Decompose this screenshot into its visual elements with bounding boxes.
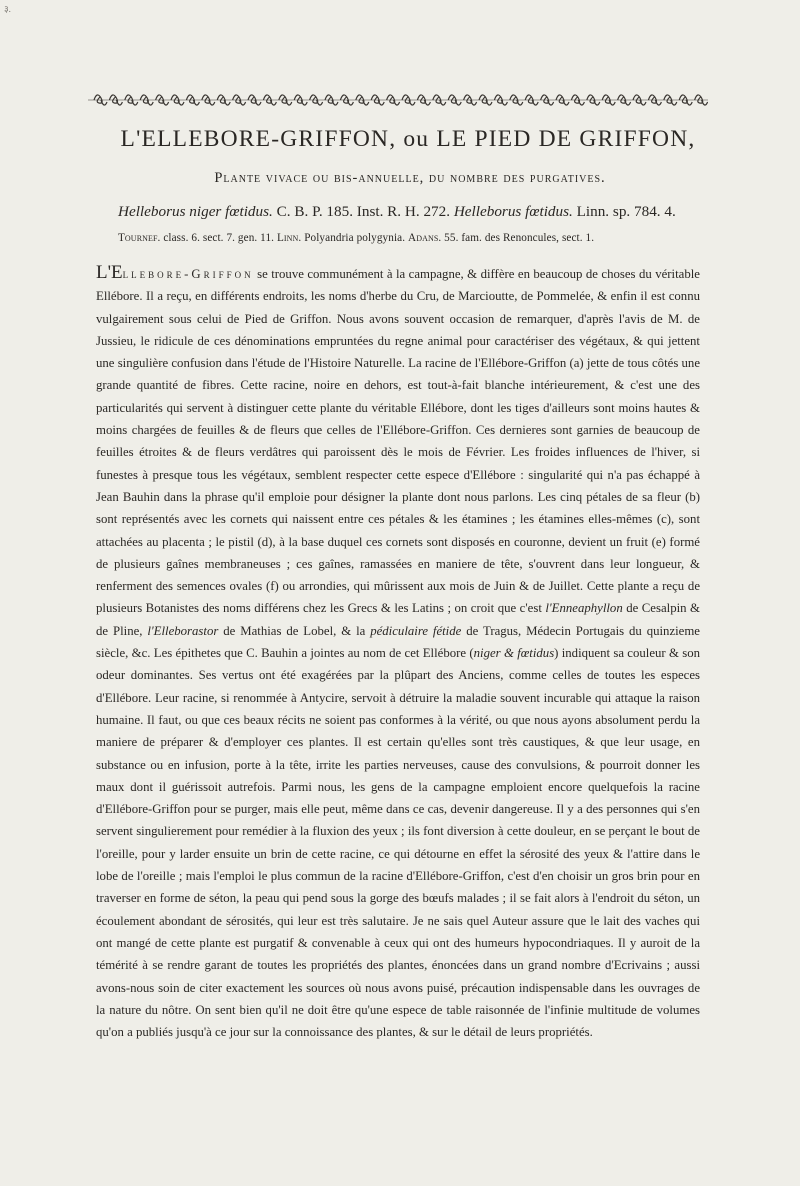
author-linnaeus: Linn. (276, 232, 302, 244)
body-paragraph (96, 262, 700, 1043)
synonym-ref-1: C. B. P. 185. Inst. R. H. 272. (272, 203, 454, 220)
italic-term-3: pédiculaire fétide (370, 623, 462, 638)
decorative-border-ornament (88, 88, 708, 112)
body-text-1: se trouve communément à la campagne, & diffère en beaucoup de choses du véritable Ellébore. Il a reçu, en différents endroits, les noms d'herbe du Cru, de Marcioutte, de Pommelée, & enfin il est connu vulgairement sous celui de Pied de Griffon. Nous avons souvent occasion de remarquer, d'après l'avis de M. de Jussieu, le ridicule de ces dénominations empruntées du regne animal pour caractériser des végétaux, & qui jettent une singulière confusion dans l'étude de l'Histoire Naturelle. La racine de l'Ellébore-Griffon (a) jette de tous côtés une grande quantité de fibres. Cette racine, noire en dehors, est tout-à-fait blanche intérieurement, & c'est une des particularités qui servent à distinguer cette plante du véritable Ellébore, dont les tiges d'ailleurs sont moins hautes & moins chargées de feuilles & de fleurs que celles de l'Ellébore-Griffon. Ces dernieres sont garnies de beaucoup de feuilles étroites & de fleurs verdâtres qui paroissent dès le mois de Février. Les froides influences de l'hiver, si funestes à presque tous les végétaux, semblent respecter cette espece d'Ellébore : singularité qui n'a pas échappé à Jean Bauhin dans la phrase qu'il emploie pour désigner la plante dont nous parlons. Les cinq pétales de sa fleur (b) sont représentés avec les cornets qui naissent entre ces pétales & les étamines ; les étamines elles-mêmes (c), sont attachées au placenta ; le pistil (d), à la base duquel ces cornets sont disposés en couronne, devient un fruit (e) formé de plusieurs gaînes membraneuses ; ces gaînes, ramassées en maniere de tête, s'ouvrent dans leur longueur, & renferment des semences ovales (f) ou arrondies, qui mûrissent aux mois de Juin & de Juillet. Cette plante a reçu de plusieurs Botanistes des noms différens chez les Grecs & les Latins ; on croit que c'est (96, 267, 700, 616)
author-adanson: Adans. (408, 232, 442, 244)
italic-term-1: l'Enneaphyllon (545, 601, 623, 616)
synonymy-line-2 (118, 232, 718, 244)
body-text-4: de Tragus, Médecin Portugais du quinzieme siècle, &c. Les épithetes que C. Bauhin a jointes au nom de cet Ellébore ( (96, 623, 700, 661)
body-text-3: de Mathias de Lobel, & la (218, 623, 371, 638)
synonymy-line-1 (118, 203, 718, 221)
author-tournefort: Tournef. (118, 232, 161, 244)
page-subtitle: Plante vivace ou bis-annuelle, du nombre des purgatives. (214, 170, 606, 186)
page-title: L'ELLEBORE-GRIFFON, ou LE PIED DE GRIFFON, (120, 126, 696, 152)
classification-text-3: 55. fam. des Renoncules, sect. 1. (441, 232, 595, 244)
corner-mark: ३. (4, 4, 11, 14)
italic-term-2: l'Elleborastor (147, 623, 219, 638)
body-text-5: ) indiquent sa couleur & son odeur dominantes. Ses vertus ont été exagérées par la plûpart des Anciens, comme celles de toutes les especes d'Ellébore. Leur racine, si renommée à Antycire, servoit à détruire la maladie souvent incurable qui attaque la raison humaine. Il faut, ou que ces beaux récits ne soient pas conformes à la vérité, ou que nous ayons absolument perdu la maniere de préparer & d'employer ces plantes. Il est certain qu'elles sont très caustiques, & que leur usage, en substance ou en infusion, porte à la tête, irrite les parties nerveuses, cause des convulsions, & pourroit donner les maux dont il guérissoit autrefois. Parmi nous, les gens de la campagne emploient encore quelquefois la racine d'Ellébore-Griffon pour se purger, mais elle peut, même dans ce cas, devenir dangereuse. Il y a des personnes qui s'en servent singulierement pour remédier à la fluxion des yeux ; ils font diversion à cette douleur, en se perçant le bout de l'oreille, pour y larder ensuite un brin de cette racine, ce qui détourne en effet la sérosité des yeux & l'attire dans le lobe de l'oreille ; mais l'emploi le plus commun de la racine d'Ellébore-Griffon, c'est d'en choisir un gros brin pour en traverser en forme de séton, la peau qui pend sous la gorge des bœufs malades ; il se fait alors à l'endroit du séton, un écoulement abondant de sérosités, qui leur est très salutaire. Je ne sais quel Auteur assure que le lait des vaches qui ont mangé de cette plante est purgatif & convenable à ceux qui ont des humeurs hypocondriaques. Il y auroit de la témérité à se rendre garant de toutes les propriétés des plantes, énoncées dans un grand nombre d'Ecrivains ; aussi avons-nous soin de citer exactement les sources où nous avons puisé, précaution indispensable dans les ouvrages de la nature du nôtre. On sent bien qu'il ne doit être qu'une espece de table raisonnée de l'infinie multitude de volumes qu'on a publiés jusqu'à ce jour sur la connoissance des plantes, & sur le détail de leurs propriétés. (96, 646, 700, 1040)
italic-term-4: niger & fœtidus (473, 646, 555, 661)
synonym-italic-1: Helleborus niger fœtidus. (118, 203, 273, 220)
drop-initial: L'E (96, 262, 123, 283)
synonym-ref-2: Linn. sp. 784. 4. (572, 203, 676, 220)
classification-text-1: class. 6. sect. 7. gen. 11. (160, 232, 277, 244)
plant-name-small-caps: llebore-Griffon (122, 267, 254, 281)
body-text-2: de Cesalpin & de Pline, (96, 601, 700, 638)
classification-text-2: Polyandria polygynia. (301, 232, 409, 244)
synonym-italic-2: Helleborus fœtidus. (453, 203, 573, 220)
